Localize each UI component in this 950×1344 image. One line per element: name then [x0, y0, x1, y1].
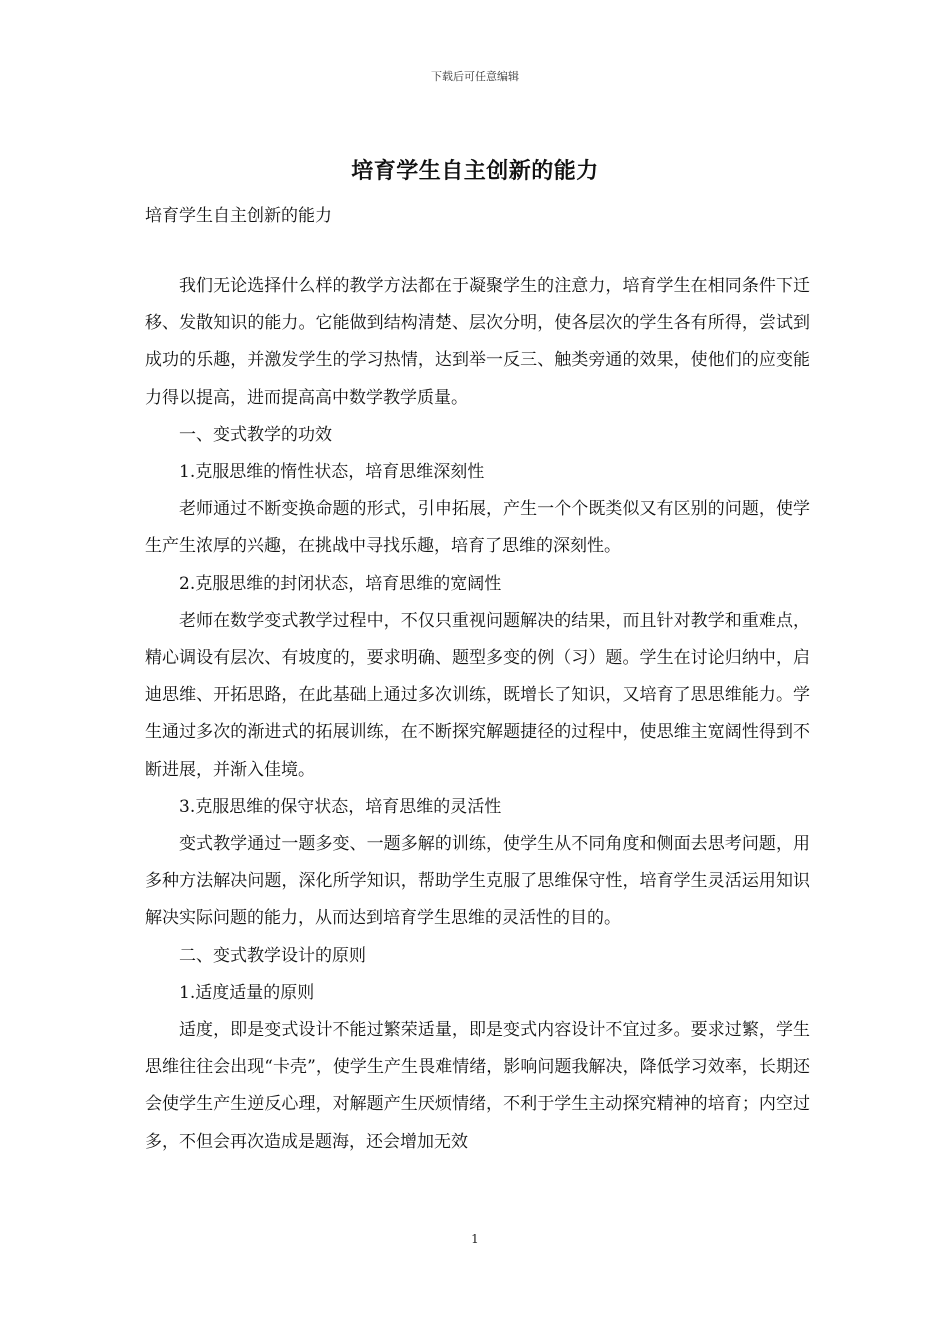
subheading-1-1: 1.克服思维的惰性状态，培育思维深刻性 [179, 462, 485, 483]
section-heading-1: 一、变式教学的功效 [179, 424, 332, 445]
paragraph-1-3: 变式教学通过一题多变、一题多解的训练，使学生从不同角度和侧面去思考问题，用多种方法解决问题，深化所学知识，帮助学生克服了思维保守性，培育学生灵活运用知识解决实际问题的能力，从而达到培育学生思维的灵活性的目的。 [145, 834, 810, 929]
paragraph-1-1: 老师通过不断变换命题的形式，引申拓展，产生一个个既类似又有区别的问题，使学生产生浓厚的兴趣，在挑战中寻找乐趣，培育了思维的深刻性。 [145, 499, 810, 557]
section-heading-2: 二、变式教学设计的原则 [179, 945, 366, 966]
subheading-2-1: 1.适度适量的原则 [179, 982, 315, 1003]
paragraph-1-2: 老师在数学变式教学过程中，不仅只重视问题解决的结果，而且针对教学和重难点，精心调设有层次、有坡度的，要求明确、题型多变的例（习）题。学生在讨论归纳中，启迪思维、开拓思路，在此基础上通过多次训练，既增长了知识，又培育了思思维能力。学生通过多次的渐进式的拓展训练，在不断探究解题捷径的过程中，使思维主宽阔性得到不断进展，并渐入佳境。 [145, 610, 810, 780]
paragraph-2-1: 适度，即是变式设计不能过繁荣适量，即是变式内容设计不宜过多。要求过繁，学生思维往往会出现“卡壳”，使学生产生畏难情绪，影响问题我解决，降低学习效率，长期还会使学生产生逆反心理，对解题产生厌烦情绪，不利于学生主动探究精神的培育；内空过多，不但会再次造成是题海，还会增加无效 [145, 1020, 810, 1152]
document-body [145, 268, 810, 1161]
paragraph-intro: 我们无论选择什么样的教学方法都在于凝聚学生的注意力，培育学生在相同条件下迁移、发散知识的能力。它能做到结构清楚、层次分明，使各层次的学生各有所得，尝试到成功的乐趣，并激发学生的学习热情，达到举一反三、触类旁通的效果，使他们的应变能力得以提高，进而提高高中数学教学质量。 [145, 276, 810, 408]
subheading-1-2: 2.克服思维的封闭状态，培育思维的宽阔性 [179, 573, 502, 594]
page-number: 1 [471, 1232, 479, 1246]
page-header-note: 下载后可任意编辑 [431, 70, 519, 83]
document-title: 培育学生自主创新的能力 [351, 158, 599, 184]
subheading-1-3: 3.克服思维的保守状态，培育思维的灵活性 [179, 796, 502, 817]
document-subtitle: 培育学生自主创新的能力 [145, 206, 332, 226]
